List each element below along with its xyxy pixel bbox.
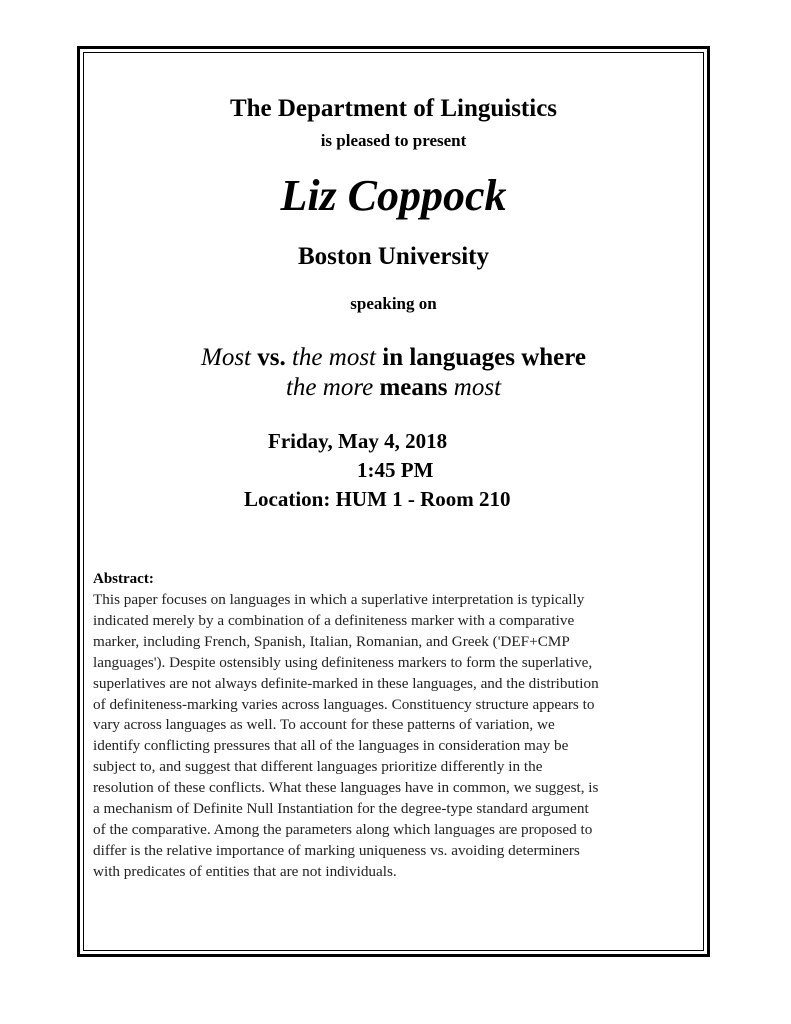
abstract-line: differ is the relative importance of marking uniqueness vs. avoiding determiners	[93, 841, 580, 859]
speaker-affiliation: Boston University	[298, 243, 489, 270]
speaker-name: Liz Coppock	[280, 171, 507, 220]
event-time: 1:45 PM	[357, 458, 434, 482]
abstract-body	[93, 590, 693, 883]
abstract-line: languages'). Despite ostensibly using definiteness markers to form the superlative,	[93, 653, 593, 671]
abstract-line: subject to, and suggest that different languages prioritize differently in the	[93, 758, 543, 776]
event-location: Location: HUM 1 - Room 210	[244, 487, 511, 511]
talk-title-the-more: the more	[285, 374, 374, 401]
talk-title-most-end: most	[453, 374, 502, 401]
abstract-line: vary across languages as well. To account for these patterns of variation, we	[93, 716, 555, 734]
talk-title-most: Most	[201, 344, 251, 371]
talk-title-means: means	[373, 374, 454, 401]
abstract-line: of definiteness-marking varies across languages. Constituency structure appears to	[93, 695, 595, 713]
abstract-line: identify conflicting pressures that all of the languages in consideration may be	[93, 737, 569, 755]
abstract-line: resolution of these conflicts. What these languages have in common, we suggest, is	[93, 779, 599, 797]
talk-title-the-most: the most	[291, 344, 377, 371]
abstract-line: superlatives are not always definite-marked in these languages, and the distribution	[93, 674, 599, 692]
talk-title-vs: vs.	[251, 344, 292, 371]
abstract-line: a mechanism of Definite Null Instantiation for the degree-type standard argument	[93, 800, 589, 818]
abstract-line: of the comparative. Among the parameters along which languages are proposed to	[93, 820, 593, 838]
abstract-line: with predicates of entities that are not individuals.	[93, 862, 397, 880]
event-date: Friday, May 4, 2018	[268, 429, 448, 453]
presents-line: is pleased to present	[320, 131, 467, 150]
department-title: The Department of Linguistics	[229, 95, 558, 122]
abstract-heading: Abstract:	[93, 571, 154, 587]
speaking-on-label: speaking on	[350, 294, 437, 313]
talk-title-line-1	[83, 344, 704, 372]
abstract-line: marker, including French, Spanish, Italian, Romanian, and Greek ('DEF+CMP	[93, 632, 570, 650]
abstract-line: indicated merely by a combination of a definiteness marker with a comparative	[93, 611, 575, 629]
talk-title-in-languages: in languages where	[376, 344, 586, 371]
abstract-line: This paper focuses on languages in which a superlative interpretation is typically	[93, 591, 585, 608]
talk-title-line-2	[83, 374, 704, 402]
